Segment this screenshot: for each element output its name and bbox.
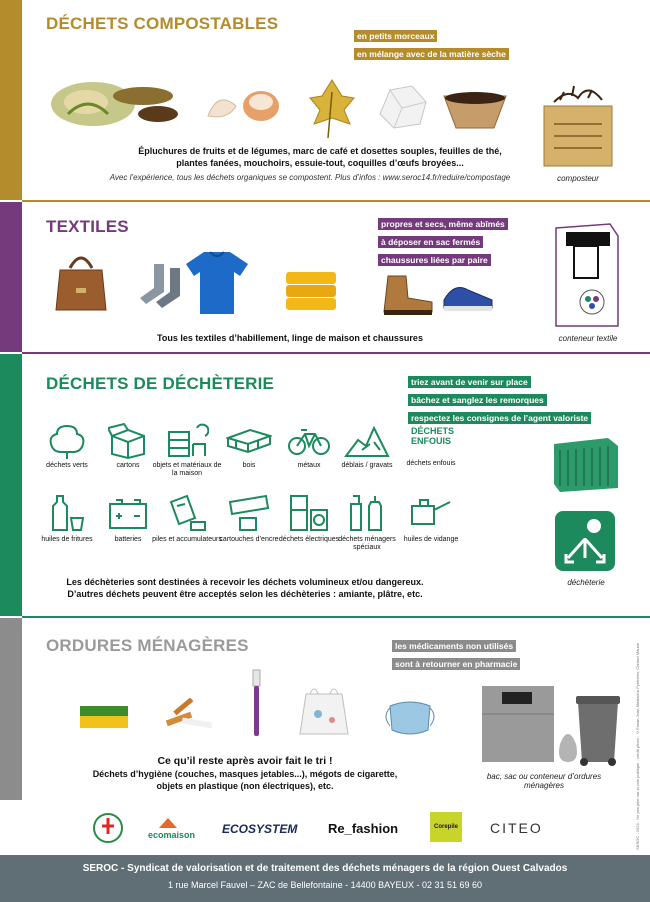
handbag-image	[54, 250, 108, 314]
battery-icon	[106, 492, 150, 534]
compost-desc-line: Épluchures de fruits et de légumes, marc de café et dosettes souples, feuilles de thé,	[138, 146, 502, 156]
ordures-tag: les médicaments non utilisés	[392, 640, 516, 652]
boots-image	[380, 272, 436, 316]
waste-item	[396, 422, 466, 468]
waste-item-label: huiles de fritures	[41, 536, 93, 543]
logo-ecosystem: ECOSYSTEM	[222, 822, 298, 836]
decheterie-tag: bâchez et sanglez les remorques	[408, 394, 547, 406]
footer-line-2: 1 rue Marcel Fauvel – ZAC de Bellefontaine - 14400 BAYEUX - 02 31 51 69 60	[167, 880, 482, 890]
logo-citeo: CITEO	[490, 820, 543, 836]
tree-icon	[47, 422, 87, 460]
waste-item-label: huiles de vidange	[403, 536, 459, 543]
buried-icon: DÉCHETS ENFOUIS	[411, 426, 455, 446]
decheterie-tags	[408, 372, 591, 426]
towels-image	[284, 270, 338, 312]
spray-icon	[345, 492, 389, 534]
oil-bottle-icon	[47, 492, 87, 534]
waste-item-label: métaux	[297, 462, 321, 469]
textile-container-label: conteneur textile	[558, 334, 618, 343]
waste-item	[332, 492, 402, 552]
toothbrush-image	[246, 668, 266, 738]
appliance-icon	[287, 492, 331, 534]
ordures-description	[80, 754, 410, 792]
tissue-image	[376, 84, 430, 130]
waste-item-label: objets et matériaux de la maison	[152, 462, 222, 477]
pallet-icon	[226, 422, 272, 460]
waste-item-label: cartons	[116, 462, 140, 469]
ordures-headline: Ce qu’il reste après avoir fait le tri !	[157, 755, 333, 767]
decheterie-desc-line: D’autres déchets peuvent être acceptés selon les déchèteries : amiante, plâtre, etc.	[67, 589, 423, 599]
decheterie-desc-line: Les déchèteries sont destinées à recevoir les déchets volumineux et/ou dangereux.	[66, 577, 424, 587]
ordures-color-bar	[0, 618, 22, 800]
logo-corepile	[430, 812, 462, 842]
waste-item-label: piles et accumulateurs	[152, 536, 222, 543]
ordures-tags	[392, 636, 520, 672]
dead-leaf-image	[308, 78, 356, 140]
ordures-title: ORDURES MÉNAGÈRES	[46, 636, 249, 655]
face-mask-image	[380, 698, 440, 738]
partner-seal-icon	[92, 812, 124, 844]
footer-line-1: SEROC - Syndicat de valorisation et de traitement des déchets ménagers de la région Ouest Calvados	[82, 863, 568, 874]
compost-tags	[354, 26, 509, 62]
textile-container-icon	[554, 222, 620, 328]
waste-item-label: déchets enfouis	[406, 460, 456, 467]
textile-tags	[378, 214, 508, 268]
skip-container-icon	[552, 436, 620, 494]
waste-item	[332, 422, 402, 470]
cigarette-butts-image	[162, 698, 216, 734]
decheterie-tag: respectez les consignes de l’agent valoriste	[408, 412, 591, 424]
compost-tag: en mélange avec de la matière sèche	[354, 48, 509, 60]
waste-item	[152, 492, 222, 544]
logo-ecomaison-text: ecomaison	[148, 830, 196, 840]
textile-color-bar	[0, 202, 22, 352]
waste-item-label: batteries	[114, 536, 142, 543]
furniture-icon	[165, 422, 209, 460]
textile-tag: propres et secs, même abîmés	[378, 218, 508, 230]
logo-ecomaison	[148, 816, 196, 840]
household-bins-icon	[480, 684, 624, 766]
bins-label: bac, sac ou conteneur d’ordures ménagères	[486, 772, 602, 790]
textile-tag: chaussures liées par paire	[378, 254, 491, 266]
compost-desc-line: plantes fanées, mouchoirs, essuie-tout, coquilles d’œufs broyées...	[176, 158, 464, 168]
textile-description: Tous les textiles d’habillement, linge de maison et chaussures	[157, 333, 423, 343]
waste-item-label: déchets verts	[46, 462, 88, 469]
eggshell-image	[206, 88, 281, 124]
section-decheterie	[0, 354, 650, 616]
sponge-image	[76, 702, 132, 732]
logo-corepile-text: Corepile	[433, 824, 458, 830]
waste-item	[152, 422, 222, 478]
decheterie-sign-label: déchèterie	[567, 578, 605, 587]
waste-item-label: déchets électriques	[278, 536, 340, 543]
plastic-bag-image	[296, 684, 352, 738]
decheterie-sign-icon	[554, 510, 616, 572]
section-compost	[0, 0, 650, 200]
waste-item-label: bois	[242, 462, 256, 469]
socks-image	[136, 262, 188, 312]
compost-tag: en petits morceaux	[354, 30, 437, 42]
compost-color-bar	[0, 0, 22, 200]
waste-item-label: déchets ménagers spéciaux	[338, 536, 396, 551]
waste-item-label: déblais / gravats	[341, 462, 393, 469]
partners-logos	[0, 802, 650, 854]
footer	[0, 855, 650, 902]
decheterie-tag: triez avant de venir sur place	[408, 376, 531, 388]
cells-icon	[165, 492, 209, 534]
logo-refashion: Re_fashion	[328, 821, 399, 836]
ordures-tag: sont à retourner en pharmacie	[392, 658, 520, 670]
waste-item	[32, 422, 102, 470]
waste-item	[396, 492, 466, 544]
waste-item	[32, 492, 102, 544]
house-icon	[157, 816, 179, 830]
cartridge-icon	[226, 492, 272, 534]
ordures-desc-line: Déchets d’hygiène (couches, masques jetables...), mégots de cigarette,	[92, 769, 398, 779]
vegetable-peelings-image	[48, 74, 183, 134]
decheterie-description	[40, 576, 450, 600]
oilcan-icon	[408, 492, 454, 534]
compost-description	[60, 145, 580, 169]
rubble-icon	[344, 422, 390, 460]
box-icon	[108, 422, 148, 460]
sneakers-image	[440, 280, 496, 314]
decheterie-color-bar	[0, 354, 22, 616]
ordures-desc-line: objets en plastique (non électriques), etc.	[156, 781, 334, 791]
textile-tag: à déposer en sac fermés	[378, 236, 483, 248]
compost-info: Avec l’expérience, tous les déchets organiques se compostent. Plus d’infos : www.seroc14.fr/reduire/compostage	[109, 173, 511, 182]
compost-title: DÉCHETS COMPOSTABLES	[46, 14, 279, 33]
section-textile	[0, 202, 650, 352]
waste-item-label: cartouches d’encre	[219, 536, 279, 543]
tshirt-image	[184, 248, 250, 316]
side-credit: SEROC - 2024 - Ne pas jeter sur la voie publique - crédit photo : ©Erwan Joan-Médiacha Pyrénées, Christel Maurie	[635, 642, 640, 850]
textile-title: TEXTILES	[46, 217, 129, 236]
composter-label: composteur	[557, 174, 599, 183]
bicycle-icon	[287, 422, 331, 460]
coffee-filter-image	[442, 90, 508, 132]
decheterie-title: DÉCHETS DE DÉCHÈTERIE	[46, 374, 275, 393]
composter-icon	[540, 80, 616, 168]
section-ordures	[0, 618, 650, 800]
